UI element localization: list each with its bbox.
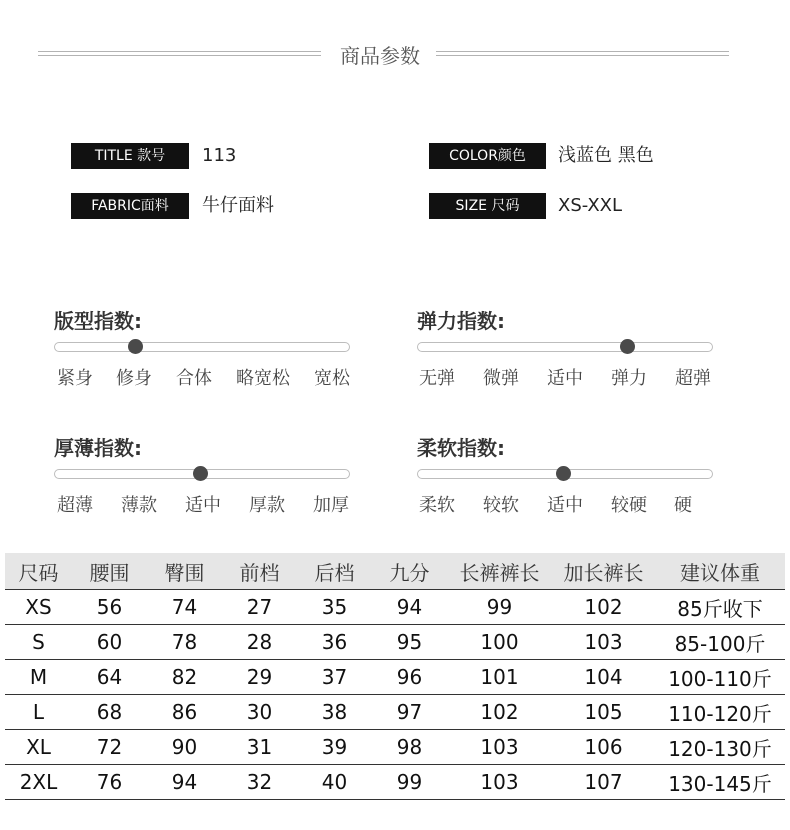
- section-header: [0, 38, 790, 70]
- param-color: [429, 143, 729, 169]
- column-header: 后档: [297, 553, 372, 590]
- table-cell: 72: [72, 730, 147, 765]
- table-cell: 60: [72, 625, 147, 660]
- table-cell: 82: [147, 660, 222, 695]
- table-cell: 107: [552, 765, 655, 800]
- column-header: 九分: [372, 553, 447, 590]
- size-table-header-row: [5, 553, 785, 590]
- table-cell: 76: [72, 765, 147, 800]
- section-title: 商品参数: [340, 44, 420, 68]
- param-title: [71, 143, 371, 169]
- thickness-scale-label: 适中: [185, 495, 221, 516]
- table-cell: 39: [297, 730, 372, 765]
- fit-scale-label: 合体: [176, 368, 212, 389]
- size-table: [5, 553, 785, 800]
- softness-scale-label: 硬: [674, 495, 692, 516]
- elasticity-scale-label: 弹力: [611, 368, 647, 389]
- elasticity-scale-knob: [620, 339, 635, 354]
- table-cell: 36: [297, 625, 372, 660]
- elasticity-scale-title: 弹力指数:: [417, 309, 505, 333]
- table-row: [5, 765, 785, 800]
- param-fabric: [71, 193, 371, 219]
- table-cell: 103: [447, 765, 552, 800]
- table-cell: 29: [222, 660, 297, 695]
- column-header: 前档: [222, 553, 297, 590]
- table-cell: 2XL: [5, 765, 72, 800]
- column-header: 加长裤长: [552, 553, 655, 590]
- param-size-value: XS-XXL: [558, 195, 623, 216]
- header-divider-left: [38, 51, 321, 56]
- thickness-scale-label: 厚款: [249, 495, 285, 516]
- elasticity-scale-label: 微弹: [483, 368, 519, 389]
- thickness-scale-label: 加厚: [313, 495, 349, 516]
- table-cell: 102: [447, 695, 552, 730]
- header-divider-right: [436, 51, 729, 56]
- softness-scale-label: 较硬: [611, 495, 647, 516]
- column-header: 腰围: [72, 553, 147, 590]
- table-cell: 98: [372, 730, 447, 765]
- table-cell: 97: [372, 695, 447, 730]
- table-cell: L: [5, 695, 72, 730]
- table-cell: 78: [147, 625, 222, 660]
- thickness-scale-knob: [193, 466, 208, 481]
- fit-scale-label: 宽松: [314, 368, 350, 389]
- softness-scale-knob: [556, 466, 571, 481]
- table-cell: 28: [222, 625, 297, 660]
- elasticity-scale-track: [417, 342, 713, 352]
- table-cell: 99: [372, 765, 447, 800]
- table-cell: 85-100斤: [655, 625, 785, 660]
- table-cell: 27: [222, 590, 297, 625]
- table-cell: 99: [447, 590, 552, 625]
- table-row: [5, 625, 785, 660]
- param-size-tag: SIZE 尺码: [429, 193, 546, 219]
- table-cell: 110-120斤: [655, 695, 785, 730]
- param-title-value: 113: [202, 145, 237, 166]
- table-row: [5, 730, 785, 765]
- param-size: [429, 193, 729, 219]
- thickness-scale-title: 厚薄指数:: [54, 436, 142, 460]
- fit-scale-track: [54, 342, 350, 352]
- param-color-tag: COLOR颜色: [429, 143, 546, 169]
- elasticity-scale-label: 适中: [547, 368, 583, 389]
- column-header: 建议体重: [655, 553, 785, 590]
- elasticity-scale-label: 超弹: [675, 368, 711, 389]
- table-cell: 100: [447, 625, 552, 660]
- fit-scale-title: 版型指数:: [54, 309, 142, 333]
- thickness-scale-label: 超薄: [57, 495, 93, 516]
- table-cell: S: [5, 625, 72, 660]
- table-cell: 90: [147, 730, 222, 765]
- table-cell: 64: [72, 660, 147, 695]
- table-cell: M: [5, 660, 72, 695]
- table-cell: 101: [447, 660, 552, 695]
- table-cell: 130-145斤: [655, 765, 785, 800]
- table-cell: 30: [222, 695, 297, 730]
- table-cell: 95: [372, 625, 447, 660]
- column-header: 臀围: [147, 553, 222, 590]
- table-cell: 94: [147, 765, 222, 800]
- table-cell: 85斤收下: [655, 590, 785, 625]
- elasticity-scale-label: 无弹: [419, 368, 455, 389]
- column-header: 长裤裤长: [447, 553, 552, 590]
- table-cell: 37: [297, 660, 372, 695]
- fit-scale-knob: [128, 339, 143, 354]
- table-cell: 31: [222, 730, 297, 765]
- table-row: [5, 590, 785, 625]
- param-color-value: 浅蓝色 黑色: [558, 145, 654, 166]
- table-cell: XL: [5, 730, 72, 765]
- table-cell: 74: [147, 590, 222, 625]
- table-cell: 86: [147, 695, 222, 730]
- table-cell: 120-130斤: [655, 730, 785, 765]
- softness-scale-title: 柔软指数:: [417, 436, 505, 460]
- fit-scale-label: 紧身: [57, 368, 93, 389]
- table-cell: 56: [72, 590, 147, 625]
- table-row: [5, 660, 785, 695]
- param-fabric-tag: FABRIC面料: [71, 193, 189, 219]
- table-cell: 68: [72, 695, 147, 730]
- table-cell: 103: [552, 625, 655, 660]
- table-cell: 38: [297, 695, 372, 730]
- table-cell: XS: [5, 590, 72, 625]
- table-cell: 106: [552, 730, 655, 765]
- table-cell: 102: [552, 590, 655, 625]
- table-cell: 32: [222, 765, 297, 800]
- param-title-tag: TITLE 款号: [71, 143, 189, 169]
- softness-scale-label: 较软: [483, 495, 519, 516]
- param-fabric-value: 牛仔面料: [202, 195, 274, 216]
- column-header: 尺码: [5, 553, 72, 590]
- table-cell: 100-110斤: [655, 660, 785, 695]
- table-cell: 40: [297, 765, 372, 800]
- softness-scale-label: 柔软: [419, 495, 455, 516]
- table-cell: 35: [297, 590, 372, 625]
- fit-scale-label: 修身: [116, 368, 152, 389]
- table-cell: 103: [447, 730, 552, 765]
- softness-scale-label: 适中: [547, 495, 583, 516]
- table-cell: 94: [372, 590, 447, 625]
- thickness-scale-label: 薄款: [121, 495, 157, 516]
- table-cell: 96: [372, 660, 447, 695]
- table-cell: 104: [552, 660, 655, 695]
- fit-scale-label: 略宽松: [236, 368, 290, 389]
- table-row: [5, 695, 785, 730]
- table-cell: 105: [552, 695, 655, 730]
